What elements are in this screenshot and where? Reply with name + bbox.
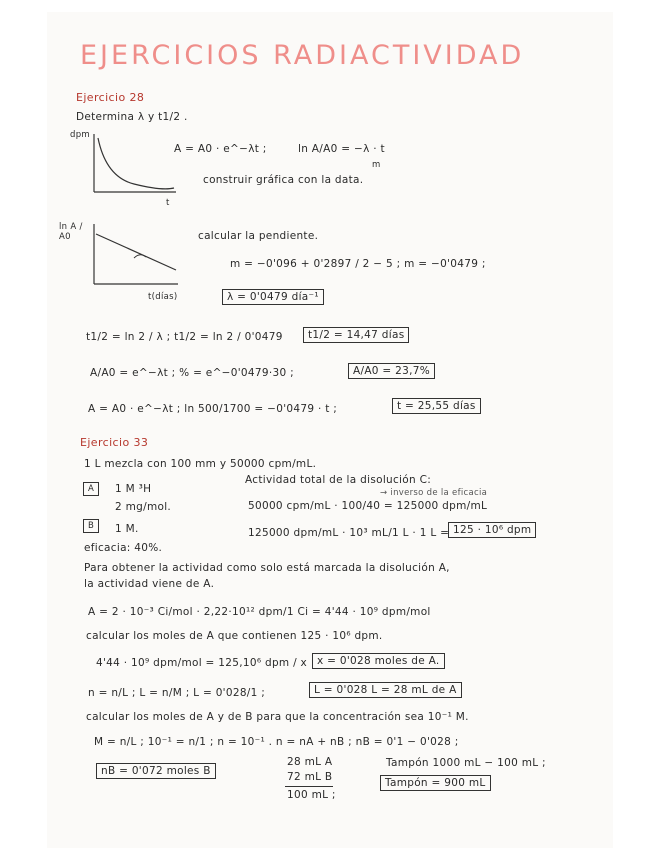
volume-equation: n = n/L ; L = n/M ; L = 0'028/1 ; [88, 687, 266, 699]
eq-ln-decay-slope-label: m [372, 160, 381, 170]
activity-equation-2: 125000 dpm/mL · 10³ mL/1 L · 1 L = [248, 527, 450, 539]
note-build-graph: construir gráfica con la data. [203, 174, 364, 186]
graph1-y-label: dpm [70, 130, 90, 140]
solution-a-conc: 1 M ³H [115, 483, 152, 495]
lambda-result-box: λ = 0'0479 día⁻¹ [222, 289, 324, 305]
eq-decay: A = A0 · e^−λt ; [174, 143, 267, 155]
moles-b-result-box: nB = 0'072 moles B [96, 763, 216, 779]
efficiency: eficacia: 40%. [84, 542, 163, 554]
half-life-result-box: t1/2 = 14,47 días [303, 327, 409, 343]
solution-b-label: B [83, 519, 99, 533]
ej33-intro: 1 L mezcla con 100 mm y 50000 cpm/mL. [84, 458, 317, 470]
graph2-y-label: ln A / A0 [59, 222, 83, 242]
molarity-equation: M = n/L ; 10⁻¹ = n/1 ; n = 10⁻¹ . n = nA + nB ; nB = 0'1 − 0'028 ; [94, 736, 459, 748]
ej28-heading: Ejercicio 28 [76, 91, 145, 104]
solution-a-activity: 2 mg/mol. [115, 501, 172, 513]
sum-rule [285, 786, 333, 787]
volume-result-box: L = 0'028 L = 28 mL de A [309, 682, 462, 698]
linear-fit-graph [86, 222, 186, 292]
percent-equation: A/A0 = e^−λt ; % = e^−0'0479·30 ; [90, 367, 294, 379]
buffer-equation: Tampón 1000 mL − 100 mL ; [386, 757, 546, 769]
specific-activity-equation: A = 2 · 10⁻³ Ci/mol · 2,22·10¹² dpm/1 Ci = 4'44 · 10⁹ dpm/mol [88, 606, 431, 618]
total-activity-label: Actividad total de la disolución C: [245, 474, 432, 486]
activity-paragraph-1: Para obtener la actividad como solo está marcada la disolución A, [84, 562, 450, 574]
moles-b-label: calcular los moles de A y de B para que la concentración sea 10⁻¹ M. [86, 711, 469, 723]
solution-a-label: A [83, 482, 99, 496]
ej28-task: Determina λ y t1/2 . [76, 111, 188, 123]
solution-b-conc: 1 M. [115, 523, 139, 535]
moles-label: calcular los moles de A que contienen 125 · 10⁶ dpm. [86, 630, 383, 642]
moles-equation: 4'44 · 10⁹ dpm/mol = 125,10⁶ dpm / x [96, 657, 308, 669]
percent-result-box: A/A0 = 23,7% [348, 363, 435, 379]
eq-ln-decay: ln A/A0 = −λ · t [298, 143, 385, 155]
ej33-heading: Ejercicio 33 [80, 436, 149, 449]
slope-label: calcular la pendiente. [198, 230, 319, 242]
decay-curve-graph [84, 132, 184, 202]
graph2-x-label: t(días) [148, 292, 178, 302]
efficiency-inverse-note: → inverso de la eficacia [380, 488, 488, 498]
sum-volume-b: 72 mL B [287, 771, 333, 783]
time-equation: A = A0 · e^−λt ; ln 500/1700 = −0'0479 · t ; [88, 403, 338, 415]
graph1-x-label: t [166, 198, 170, 208]
slope-equation: m = −0'096 + 0'2897 / 2 − 5 ; m = −0'0479 ; [230, 258, 486, 270]
moles-result-box: x = 0'028 moles de A. [312, 653, 445, 669]
buffer-result-box: Tampón = 900 mL [380, 775, 491, 791]
time-result-box: t = 25,55 días [392, 398, 481, 414]
half-life-equation: t1/2 = ln 2 / λ ; t1/2 = ln 2 / 0'0479 [86, 331, 283, 343]
page-title: EJERCICIOS RADIACTIVIDAD [80, 40, 525, 71]
activity-result-box: 125 · 10⁶ dpm [448, 522, 536, 538]
activity-equation: 50000 cpm/mL · 100/40 = 125000 dpm/mL [248, 500, 488, 512]
activity-paragraph-2: la actividad viene de A. [84, 578, 215, 590]
sum-total: 100 mL ; [287, 789, 336, 801]
sum-volume-a: 28 mL A [287, 756, 333, 768]
